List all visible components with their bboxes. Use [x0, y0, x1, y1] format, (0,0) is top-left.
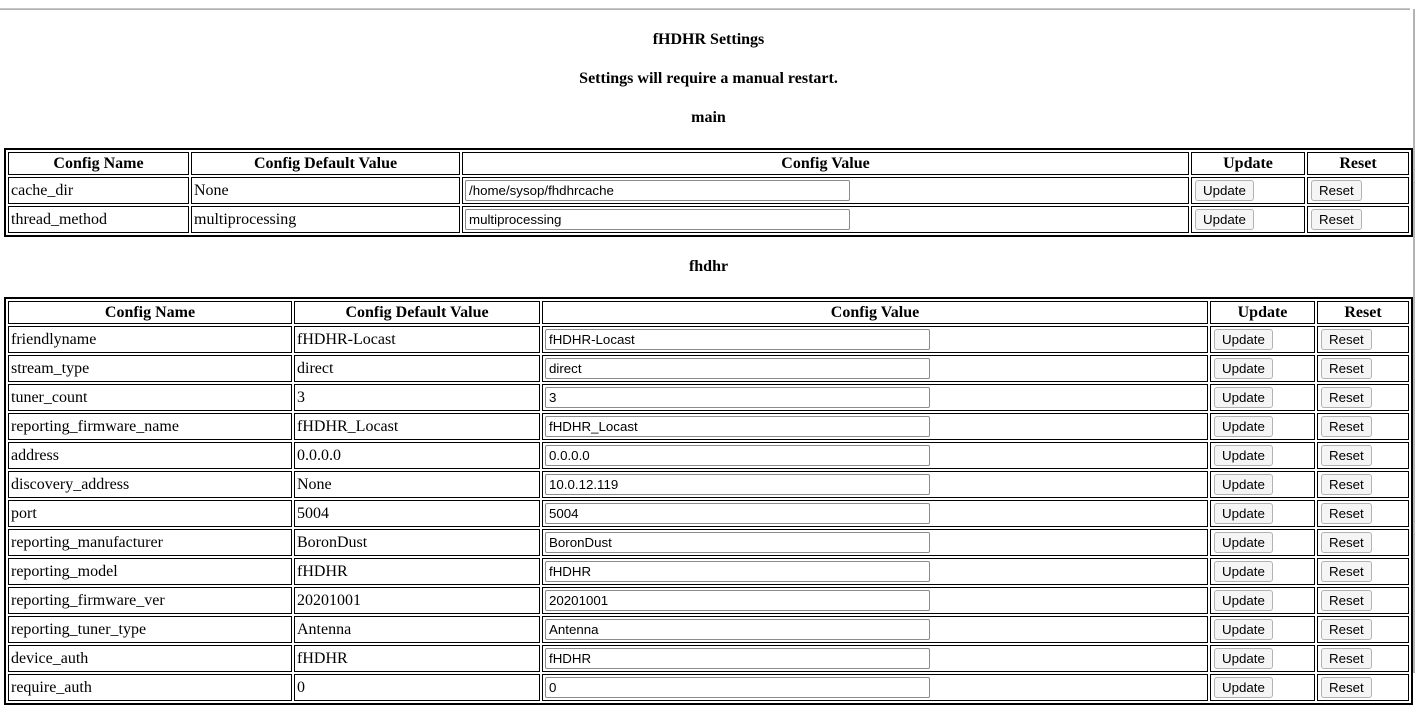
- config-value-input[interactable]: [545, 387, 930, 408]
- config-name-cell: discovery_address: [8, 471, 292, 498]
- column-header-config-value: Config Value: [542, 301, 1208, 324]
- config-value-cell: [542, 616, 1208, 643]
- column-header-reset: Reset: [1317, 301, 1409, 324]
- section-heading-fhdhr: fhdhr: [688, 258, 729, 275]
- reset-button[interactable]: Reset: [1321, 387, 1372, 408]
- reset-cell: [1317, 645, 1409, 672]
- config-default-cell: Antenna: [294, 616, 540, 643]
- config-value-cell: [542, 500, 1208, 527]
- section-heading-main: main: [691, 109, 726, 126]
- table-row: [8, 413, 1409, 440]
- fhdhr-config-table: [4, 297, 1413, 705]
- config-value-input[interactable]: [545, 358, 930, 379]
- reset-button[interactable]: Reset: [1321, 358, 1372, 379]
- update-cell: [1191, 177, 1305, 204]
- update-button[interactable]: Update: [1214, 445, 1273, 466]
- config-value-input[interactable]: [545, 532, 930, 553]
- reset-cell: [1317, 384, 1409, 411]
- table-row: [8, 326, 1409, 353]
- config-default-cell: direct: [294, 355, 540, 382]
- config-default-cell: None: [294, 471, 540, 498]
- page-title: fHDHR Settings: [652, 31, 765, 48]
- reset-cell: [1317, 587, 1409, 614]
- config-value-cell: [542, 529, 1208, 556]
- config-value-input[interactable]: [545, 648, 930, 669]
- reset-button[interactable]: Reset: [1321, 329, 1372, 350]
- config-name-cell: address: [8, 442, 292, 469]
- table-row: [8, 355, 1409, 382]
- column-header-reset: Reset: [1307, 152, 1409, 175]
- config-name-cell: reporting_firmware_name: [8, 413, 292, 440]
- update-cell: [1210, 587, 1315, 614]
- update-button[interactable]: Update: [1214, 474, 1273, 495]
- config-name-cell: reporting_manufacturer: [8, 529, 292, 556]
- reset-button[interactable]: Reset: [1321, 619, 1372, 640]
- table-row: [8, 529, 1409, 556]
- reset-cell: [1317, 442, 1409, 469]
- reset-cell: [1317, 355, 1409, 382]
- reset-button[interactable]: Reset: [1321, 503, 1372, 524]
- config-value-cell: [462, 177, 1189, 204]
- config-value-cell: [462, 206, 1189, 233]
- config-default-cell: fHDHR: [294, 645, 540, 672]
- config-default-cell: fHDHR_Locast: [294, 413, 540, 440]
- table-row: [8, 384, 1409, 411]
- update-cell: [1210, 558, 1315, 585]
- reset-button[interactable]: Reset: [1321, 532, 1372, 553]
- config-name-cell: reporting_firmware_ver: [8, 587, 292, 614]
- column-header-update: Update: [1210, 301, 1315, 324]
- update-button[interactable]: Update: [1195, 180, 1254, 201]
- config-name-cell: cache_dir: [8, 177, 189, 204]
- reset-cell: [1317, 529, 1409, 556]
- config-value-input[interactable]: [545, 561, 930, 582]
- config-default-cell: fHDHR: [294, 558, 540, 585]
- column-header-config-name: Config Name: [8, 152, 189, 175]
- update-cell: [1210, 616, 1315, 643]
- config-value-input[interactable]: [465, 180, 850, 201]
- config-value-input[interactable]: [545, 474, 930, 495]
- update-button[interactable]: Update: [1214, 590, 1273, 611]
- update-button[interactable]: Update: [1214, 648, 1273, 669]
- reset-cell: [1317, 500, 1409, 527]
- config-value-input[interactable]: [545, 590, 930, 611]
- update-button[interactable]: Update: [1214, 677, 1273, 698]
- update-cell: [1210, 471, 1315, 498]
- reset-button[interactable]: Reset: [1321, 474, 1372, 495]
- update-button[interactable]: Update: [1214, 561, 1273, 582]
- update-button[interactable]: Update: [1214, 532, 1273, 553]
- table-row: [8, 442, 1409, 469]
- config-default-cell: multiprocessing: [191, 206, 460, 233]
- config-value-input[interactable]: [545, 416, 930, 437]
- config-value-cell: [542, 674, 1208, 701]
- config-default-cell: 5004: [294, 500, 540, 527]
- update-button[interactable]: Update: [1214, 416, 1273, 437]
- column-header-config-default-value: Config Default Value: [191, 152, 460, 175]
- update-cell: [1210, 413, 1315, 440]
- reset-cell: [1307, 206, 1409, 233]
- header-row: [8, 152, 1409, 175]
- table-row: [8, 645, 1409, 672]
- update-cell: [1210, 384, 1315, 411]
- column-header-config-value: Config Value: [462, 152, 1189, 175]
- table-row: [8, 206, 1409, 233]
- config-value-input[interactable]: [465, 209, 850, 230]
- table-row: [8, 177, 1409, 204]
- config-name-cell: reporting_model: [8, 558, 292, 585]
- update-button[interactable]: Update: [1214, 358, 1273, 379]
- update-button[interactable]: Update: [1214, 619, 1273, 640]
- config-name-cell: require_auth: [8, 674, 292, 701]
- config-default-cell: 0.0.0.0: [294, 442, 540, 469]
- config-default-cell: BoronDust: [294, 529, 540, 556]
- column-header-update: Update: [1191, 152, 1305, 175]
- restart-notice: Settings will require a manual restart.: [579, 70, 838, 87]
- config-default-cell: 0: [294, 674, 540, 701]
- config-default-cell: None: [191, 177, 460, 204]
- update-cell: [1191, 206, 1305, 233]
- reset-cell: [1317, 558, 1409, 585]
- config-value-cell: [542, 355, 1208, 382]
- update-cell: [1210, 529, 1315, 556]
- reset-cell: [1317, 674, 1409, 701]
- reset-cell: [1307, 177, 1409, 204]
- table-row: [8, 500, 1409, 527]
- reset-cell: [1317, 471, 1409, 498]
- settings-page: [4, 31, 1413, 705]
- config-value-cell: [542, 645, 1208, 672]
- config-value-input[interactable]: [545, 329, 930, 350]
- config-value-cell: [542, 471, 1208, 498]
- config-name-cell: device_auth: [8, 645, 292, 672]
- header-row: [8, 301, 1409, 324]
- table-row: [8, 674, 1409, 701]
- browser-window-edge: [1413, 9, 1415, 673]
- update-button[interactable]: Update: [1214, 329, 1273, 350]
- reset-button[interactable]: Reset: [1311, 180, 1362, 201]
- browser-chrome-divider: [0, 8, 1410, 10]
- reset-button[interactable]: Reset: [1321, 590, 1372, 611]
- config-value-cell: [542, 587, 1208, 614]
- config-name-cell: reporting_tuner_type: [8, 616, 292, 643]
- config-name-cell: stream_type: [8, 355, 292, 382]
- update-button[interactable]: Update: [1214, 503, 1273, 524]
- update-button[interactable]: Update: [1214, 387, 1273, 408]
- config-value-cell: [542, 442, 1208, 469]
- reset-cell: [1317, 326, 1409, 353]
- config-name-cell: port: [8, 500, 292, 527]
- update-button[interactable]: Update: [1195, 209, 1254, 230]
- update-cell: [1210, 442, 1315, 469]
- column-header-config-default-value: Config Default Value: [294, 301, 540, 324]
- update-cell: [1210, 355, 1315, 382]
- table-row: [8, 616, 1409, 643]
- reset-button[interactable]: Reset: [1311, 209, 1362, 230]
- config-value-input[interactable]: [545, 619, 930, 640]
- reset-button[interactable]: Reset: [1321, 648, 1372, 669]
- update-cell: [1210, 674, 1315, 701]
- update-cell: [1210, 645, 1315, 672]
- update-cell: [1210, 500, 1315, 527]
- config-name-cell: friendlyname: [8, 326, 292, 353]
- reset-button[interactable]: Reset: [1321, 416, 1372, 437]
- reset-cell: [1317, 413, 1409, 440]
- config-default-cell: 3: [294, 384, 540, 411]
- reset-button[interactable]: Reset: [1321, 677, 1372, 698]
- config-value-input[interactable]: [545, 503, 930, 524]
- config-name-cell: thread_method: [8, 206, 189, 233]
- table-row: [8, 558, 1409, 585]
- update-cell: [1210, 326, 1315, 353]
- table-row: [8, 471, 1409, 498]
- config-value-input[interactable]: [545, 677, 930, 698]
- reset-button[interactable]: Reset: [1321, 445, 1372, 466]
- column-header-config-name: Config Name: [8, 301, 292, 324]
- config-value-cell: [542, 558, 1208, 585]
- config-value-cell: [542, 384, 1208, 411]
- reset-cell: [1317, 616, 1409, 643]
- config-default-cell: fHDHR-Locast: [294, 326, 540, 353]
- config-default-cell: 20201001: [294, 587, 540, 614]
- config-name-cell: tuner_count: [8, 384, 292, 411]
- main-config-table: [4, 148, 1413, 237]
- config-value-cell: [542, 326, 1208, 353]
- config-value-cell: [542, 413, 1208, 440]
- config-value-input[interactable]: [545, 445, 930, 466]
- table-row: [8, 587, 1409, 614]
- reset-button[interactable]: Reset: [1321, 561, 1372, 582]
